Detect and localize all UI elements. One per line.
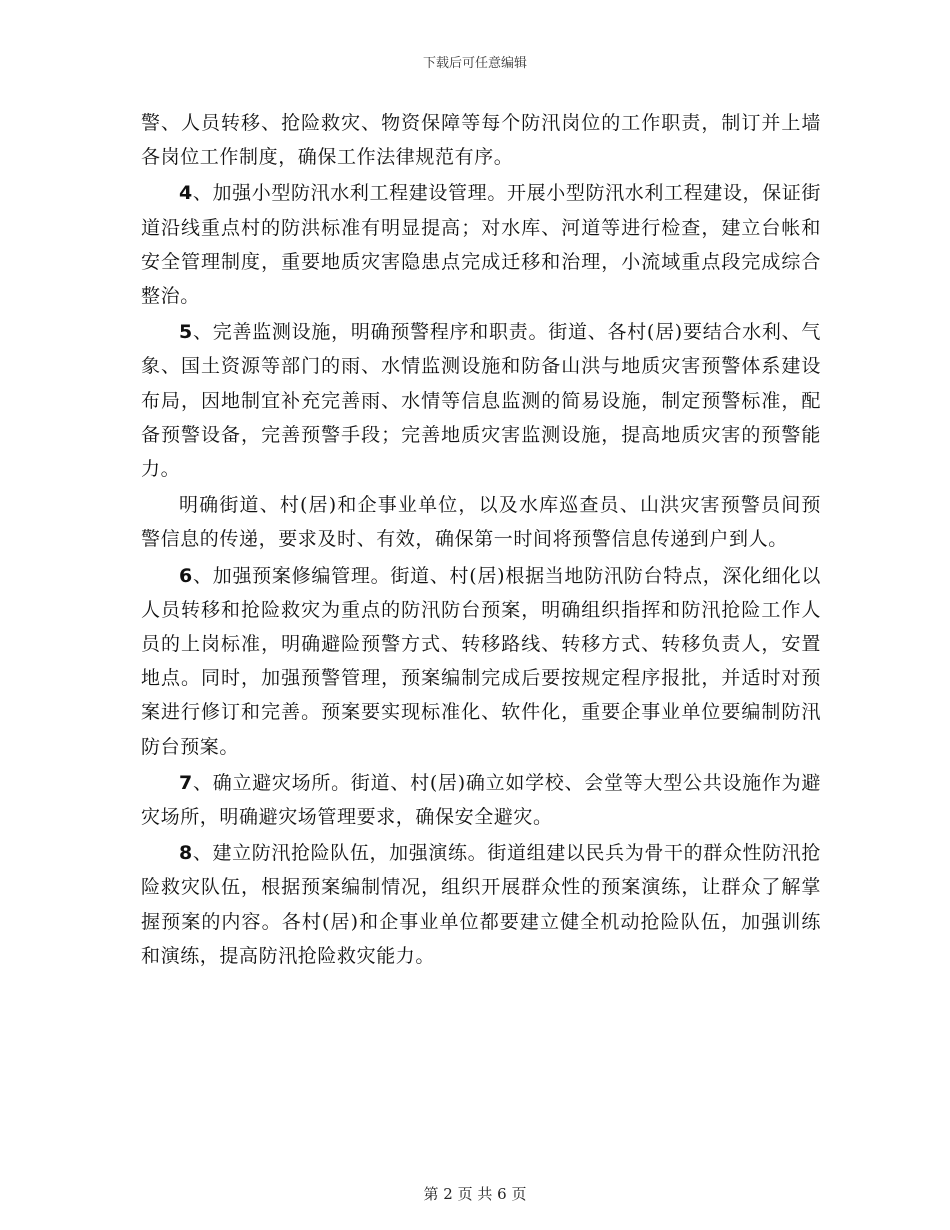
paragraph-item-7 bbox=[141, 766, 821, 834]
paragraph-text: 、加强小型防汛水利工程建设管理。开展小型防汛水利工程建设，保证街道沿线重点村的防洪标准有明显提高；对水库、河道等进行检查，建立台帐和安全管理制度，重要地质灾害隐患点完成迁移和治理，小流域重点段完成综合整治。 bbox=[141, 182, 821, 308]
paragraph-item-6 bbox=[141, 559, 821, 764]
paragraph-item-5-detail bbox=[141, 488, 821, 556]
item-number: 8 bbox=[179, 842, 193, 865]
paragraph-item-8 bbox=[141, 836, 821, 973]
paragraph-text: 、加强预案修编管理。街道、村(居)根据当地防汛防台特点，深化细化以人员转移和抢险救灾为重点的防汛防台预案，明确组织指挥和防汛抢险工作人员的上岗标准，明确避险预警方式、转移路线、转移方式、转移负责人，安置地点。同时，加强预警管理，预案编制完成后要按规定程序报批，并适时对预案进行修订和完善。预案要实现标准化、软件化，重要企事业单位要编制防汛防台预案。 bbox=[141, 564, 821, 758]
item-number: 6 bbox=[179, 564, 193, 587]
item-number: 7 bbox=[179, 771, 193, 794]
paragraph-text: 、确立避灾场所。街道、村(居)确立如学校、会堂等大型公共设施作为避灾场所，明确避灾场管理要求，确保安全避灾。 bbox=[141, 771, 821, 829]
page-footer: 第 2 页 共 6 页 bbox=[423, 1185, 527, 1203]
paragraph-text: 、完善监测设施，明确预警程序和职责。街道、各村(居)要结合水利、气象、国土资源等部门的雨、水情监测设施和防备山洪与地质灾害预警体系建设布局，因地制宜补充完善雨、水情等信息监测的简易设施，制定预警标准，配备预警设备，完善预警手段；完善地质灾害监测设施，提高地质灾害的预警能力。 bbox=[141, 321, 821, 481]
page-header: 下载后可任意编辑 bbox=[422, 56, 527, 71]
item-number: 5 bbox=[179, 321, 193, 344]
paragraph-text: 警、人员转移、抢险救灾、物资保障等每个防汛岗位的工作职责，制订并上墙各岗位工作制度，确保工作法律规范有序。 bbox=[141, 112, 821, 169]
paragraph-item-5 bbox=[141, 315, 821, 486]
paragraph-text: 、建立防汛抢险队伍，加强演练。街道组建以民兵为骨干的群众性防汛抢险救灾队伍，根据预案编制情况，组织开展群众性的预案演练，让群众了解掌握预案的内容。各村(居)和企事业单位都要建立健全机动抢险队伍，加强训练和演练，提高防汛抢险救灾能力。 bbox=[141, 842, 821, 967]
paragraph-text: 明确街道、村(居)和企事业单位，以及水库巡查员、山洪灾害预警员间预警信息的传递，要求及时、有效，确保第一时间将预警信息传递到户到人。 bbox=[141, 494, 821, 551]
item-number: 4 bbox=[179, 182, 193, 205]
paragraph-continuation bbox=[141, 106, 821, 174]
paragraph-item-4 bbox=[141, 176, 821, 313]
document-body bbox=[141, 106, 821, 975]
